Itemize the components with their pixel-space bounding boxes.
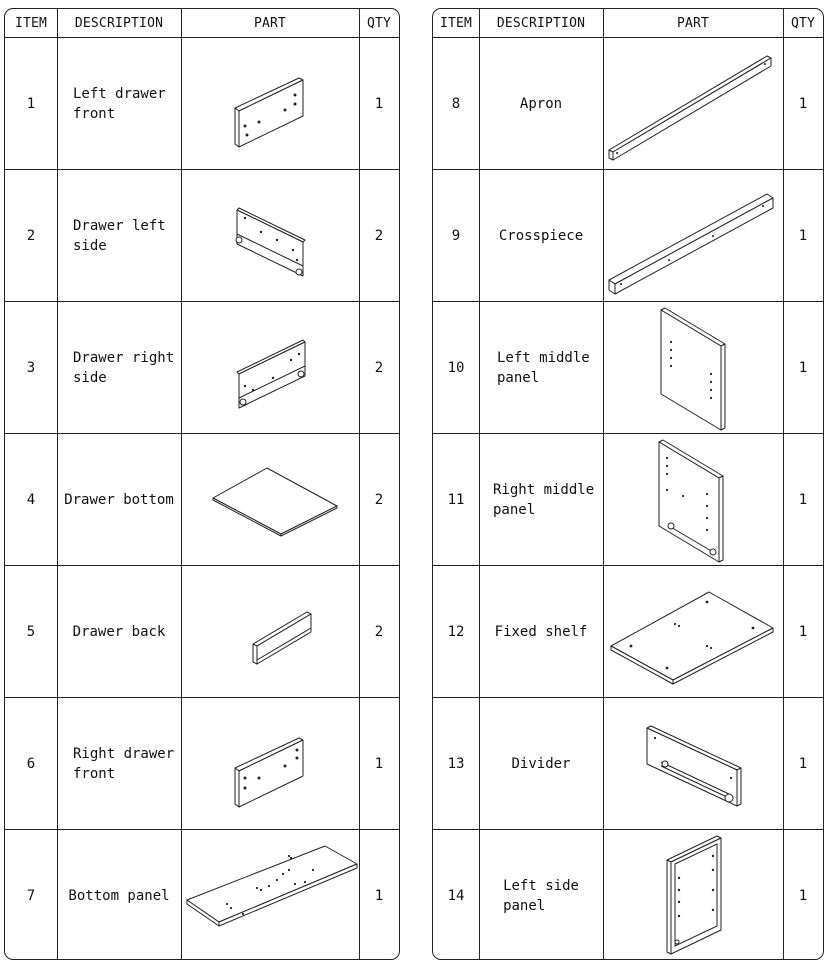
item-description: Crosspiece — [498, 227, 584, 244]
item-qty: 1 — [798, 359, 808, 376]
header-description: DESCRIPTION — [496, 15, 586, 31]
item-qty: 1 — [798, 623, 808, 640]
item-number: 13 — [447, 755, 465, 772]
item-description: Drawer bottom — [64, 491, 174, 508]
item-qty: 1 — [374, 755, 384, 772]
table-row — [5, 170, 399, 302]
parts-table-left — [4, 8, 400, 960]
item-number: 4 — [26, 491, 36, 508]
item-description: Right middle panel — [493, 481, 595, 518]
table-row — [5, 830, 399, 960]
item-number: 10 — [447, 359, 465, 376]
item-qty: 2 — [374, 491, 384, 508]
drawer-side-icon — [181, 170, 359, 301]
table-row — [5, 302, 399, 434]
item-number: 9 — [451, 227, 461, 244]
item-description: Drawer left side — [73, 217, 166, 254]
item-description: Divider — [511, 755, 571, 772]
parts-table-right — [432, 8, 824, 960]
item-number: 7 — [26, 887, 36, 904]
item-qty: 2 — [374, 227, 384, 244]
drawer-side-icon — [181, 302, 359, 433]
item-qty: 2 — [374, 359, 384, 376]
table-row — [5, 698, 399, 830]
item-description: Left side panel — [503, 877, 579, 914]
table-header — [433, 9, 823, 38]
table-row — [433, 830, 823, 960]
item-number: 14 — [447, 887, 465, 904]
bottom-panel-icon — [181, 830, 359, 960]
table-row — [5, 38, 399, 170]
rail-icon — [603, 38, 783, 169]
table-row — [433, 38, 823, 170]
item-qty: 2 — [374, 623, 384, 640]
side-panel-icon — [603, 830, 783, 960]
table-row — [433, 698, 823, 830]
table-row — [5, 566, 399, 698]
header-qty: QTY — [366, 15, 392, 31]
item-qty: 1 — [374, 887, 384, 904]
item-number: 5 — [26, 623, 36, 640]
item-description: Drawer back — [72, 623, 166, 640]
item-number: 3 — [26, 359, 36, 376]
item-description: Drawer right side — [73, 349, 175, 386]
vertical-panel-icon — [603, 434, 783, 565]
shelf-icon — [603, 566, 783, 697]
drawer-front-icon — [181, 698, 359, 829]
header-qty: QTY — [790, 15, 816, 31]
item-qty: 1 — [798, 227, 808, 244]
item-qty: 1 — [798, 887, 808, 904]
table-row — [5, 434, 399, 566]
item-number: 12 — [447, 623, 465, 640]
table-row — [433, 434, 823, 566]
item-description: Left middle panel — [497, 349, 590, 386]
item-description: Left drawer front — [73, 85, 166, 122]
item-qty: 1 — [798, 95, 808, 112]
item-qty: 1 — [798, 755, 808, 772]
table-row — [433, 170, 823, 302]
header-description: DESCRIPTION — [74, 15, 164, 31]
header-item: ITEM — [14, 15, 48, 31]
flat-panel-icon — [181, 434, 359, 565]
item-qty: 1 — [798, 491, 808, 508]
header-item: ITEM — [439, 15, 473, 31]
item-description: Right drawer front — [73, 745, 175, 782]
drawer-back-icon — [181, 566, 359, 697]
item-number: 8 — [451, 95, 461, 112]
table-row — [433, 566, 823, 698]
divider-icon — [603, 698, 783, 829]
vertical-panel-icon — [603, 302, 783, 433]
item-number: 11 — [447, 491, 465, 508]
item-description: Fixed shelf — [494, 623, 588, 640]
table-row — [433, 302, 823, 434]
item-description: Bottom panel — [68, 887, 170, 904]
item-number: 1 — [26, 95, 36, 112]
rail-icon — [603, 170, 783, 301]
item-qty: 1 — [374, 95, 384, 112]
item-description: Apron — [519, 95, 563, 112]
item-number: 2 — [26, 227, 36, 244]
header-part: PART — [676, 15, 710, 31]
drawer-front-icon — [181, 38, 359, 169]
table-header — [5, 9, 399, 38]
item-number: 6 — [26, 755, 36, 772]
header-part: PART — [253, 15, 287, 31]
